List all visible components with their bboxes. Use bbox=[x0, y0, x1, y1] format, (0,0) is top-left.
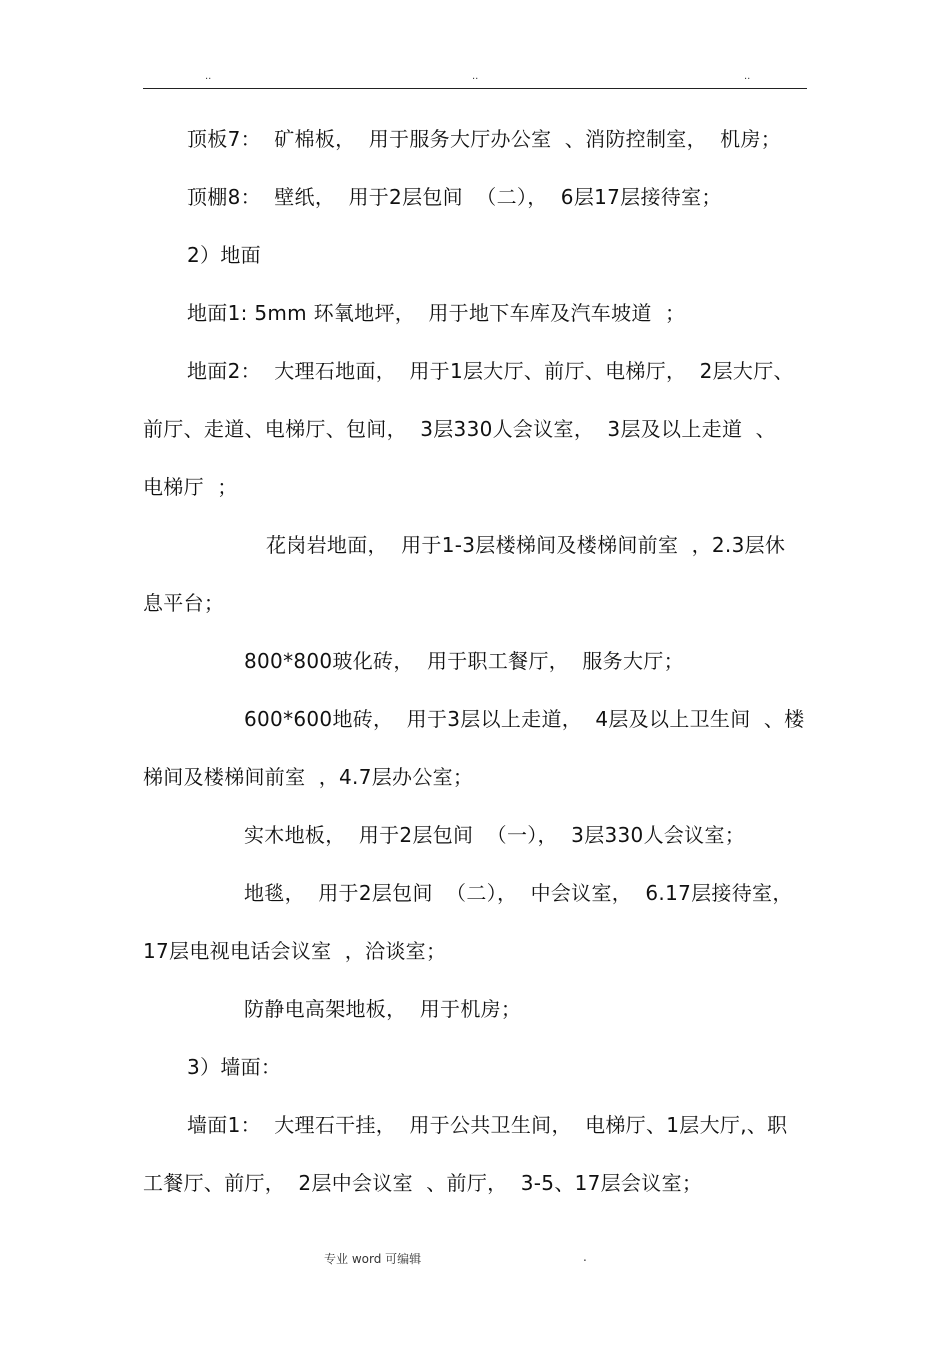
text-line: 800*800玻化砖， 用于职工餐厅， 服务大厅； bbox=[244, 649, 684, 673]
text-line: 顶板7： 矿棉板， 用于服务大厅办公室 、消防控制室， 机房； bbox=[187, 127, 782, 151]
footer-left-text: 专业 word 可编辑 bbox=[324, 1252, 422, 1266]
text-line: 17层电视电话会议室 ，洽谈室； bbox=[143, 939, 447, 963]
text-line: 前厅、走道、电梯厅、包间， 3层330人会议室， 3层及以上走道 、 bbox=[143, 417, 776, 441]
text-line: 电梯厅 ； bbox=[143, 475, 238, 499]
header-mark-left: .. bbox=[205, 71, 212, 82]
text-line: 墙面1： 大理石干挂， 用于公共卫生间， 电梯厅、1层大厅,、职 bbox=[187, 1113, 788, 1137]
footer-right-text: . bbox=[583, 1250, 587, 1264]
text-line: 600*600地砖， 用于3层以上走道， 4层及以上卫生间 、楼 bbox=[244, 707, 805, 731]
text-line: 实木地板， 用于2层包间 （一）， 3层330人会议室； bbox=[244, 823, 746, 847]
text-line: 工餐厅、前厅， 2层中会议室 、前厅， 3-5、17层会议室； bbox=[143, 1171, 703, 1195]
header-divider bbox=[143, 88, 807, 89]
text-line: 地毯， 用于2层包间 （二）， 中会议室， 6.17层接待室， bbox=[244, 881, 793, 905]
text-line: 地面1: 5mm 环氧地坪， 用于地下车库及汽车坡道 ； bbox=[187, 301, 686, 325]
text-line: 梯间及楼梯间前室 ，4.7层办公室； bbox=[143, 765, 474, 789]
text-line: 顶棚8： 壁纸， 用于2层包间 （二）， 6层17层接待室； bbox=[187, 185, 722, 209]
text-line: 防静电高架地板， 用于机房； bbox=[244, 997, 522, 1021]
header-mark-right: .. bbox=[744, 71, 751, 82]
text-line: 息平台； bbox=[143, 591, 225, 615]
text-line: 花岗岩地面， 用于1-3层楼梯间及楼梯间前室 ，2.3层休 bbox=[266, 533, 786, 557]
section-heading: 3）墙面： bbox=[187, 1055, 282, 1079]
text-line: 地面2： 大理石地面， 用于1层大厅、前厅、电梯厅， 2层大厅、 bbox=[187, 359, 794, 383]
section-heading: 2）地面 bbox=[187, 243, 261, 267]
header-mark-center: .. bbox=[472, 71, 479, 82]
